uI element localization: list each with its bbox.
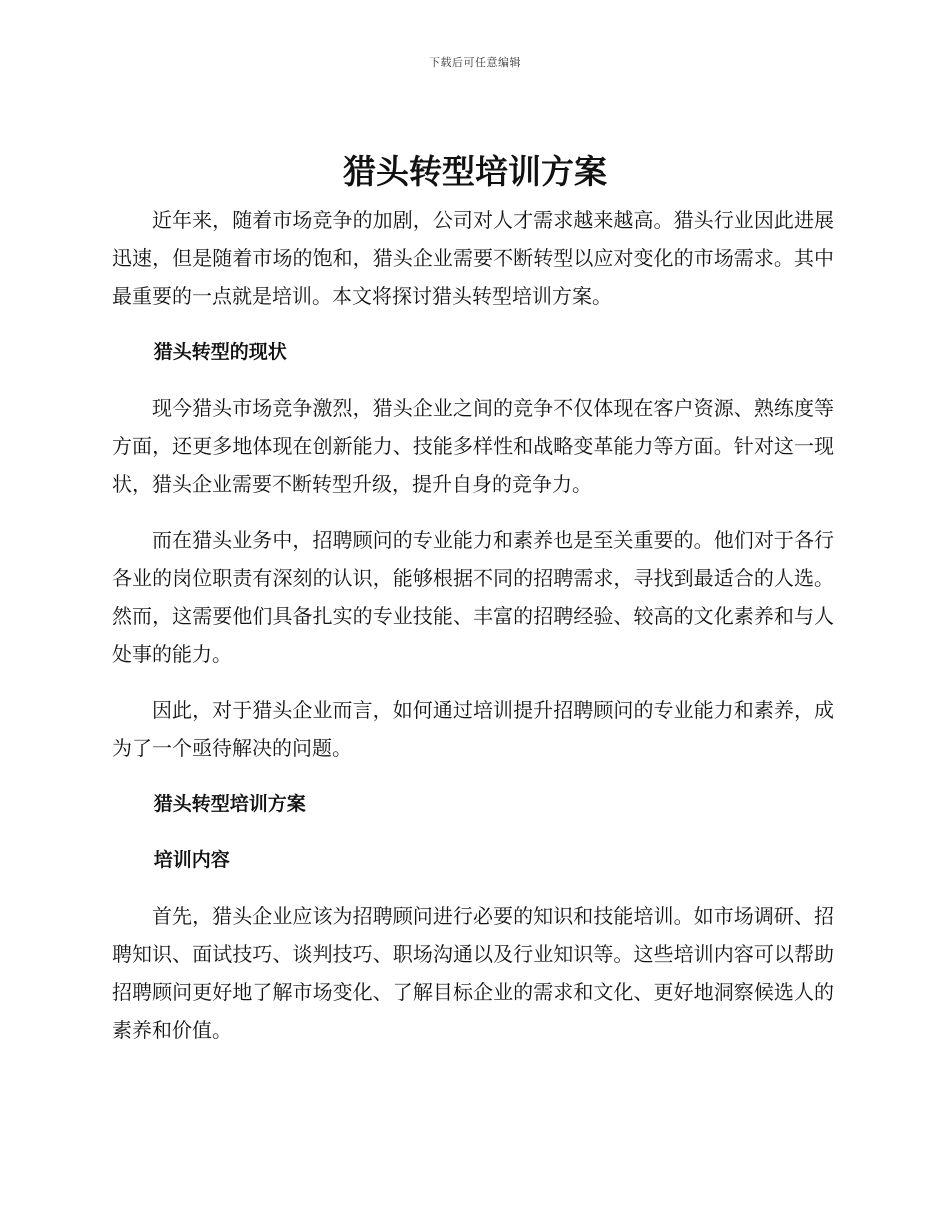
section-heading-content: 培训内容 (153, 849, 230, 871)
paragraph-problem: 因此，对于猎头企业而言，如何通过培训提升招聘顾问的专业能力和素养，成为了一个亟待解决的问题。 (112, 698, 834, 760)
document-title: 猎头转型培训方案 (343, 152, 607, 191)
section-heading-plan: 猎头转型培训方案 (153, 793, 306, 815)
page-header: 下载后可任意编辑 (429, 56, 521, 69)
paragraph-consultants: 而在猎头业务中，招聘顾问的专业能力和素养也是至关重要的。他们对于各行各业的岗位职责有深刻的认识，能够根据不同的招聘需求，寻找到最适合的人选。然而，这需要他们具备扎实的专业技能、丰富的招聘经验、较高的文化素养和与人处事的能力。 (112, 528, 834, 666)
paragraph-training-content: 首先，猎头企业应该为招聘顾问进行必要的知识和技能培训。如市场调研、招聘知识、面试技巧、谈判技巧、职场沟通以及行业知识等。这些培训内容可以帮助招聘顾问更好地了解市场变化、了解目标企业的需求和文化、更好地洞察候选人的素养和价值。 (112, 904, 834, 1042)
paragraph-intro: 近年来，随着市场竞争的加剧，公司对人才需求越来越高。猎头行业因此进展迅速，但是随着市场的饱和，猎头企业需要不断转型以应对变化的市场需求。其中最重要的一点就是培训。本文将探讨猎头转型培训方案。 (112, 208, 834, 308)
section-heading-status: 猎头转型的现状 (153, 341, 287, 363)
paragraph-status: 现今猎头市场竞争激烈，猎头企业之间的竞争不仅体现在客户资源、熟练度等方面，还更多地体现在创新能力、技能多样性和战略变革能力等方面。针对这一现状，猎头企业需要不断转型升级，提升自身的竞争力。 (112, 396, 834, 496)
document-body (112, 201, 834, 1067)
